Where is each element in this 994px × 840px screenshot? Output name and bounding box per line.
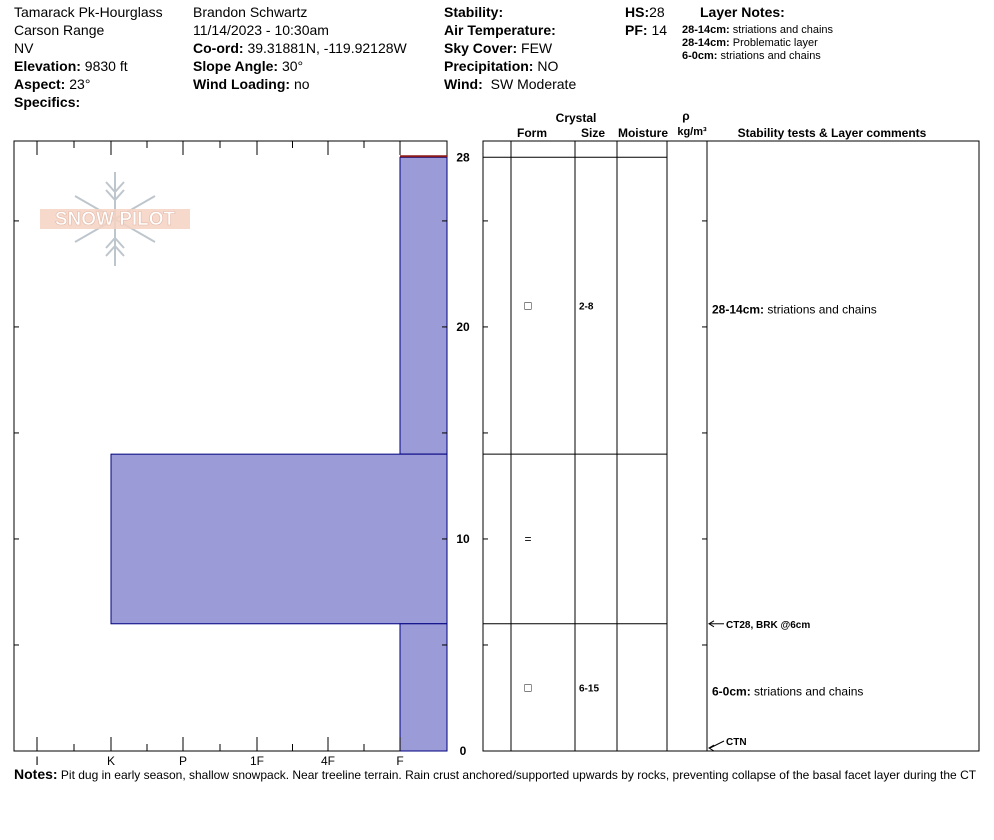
crystal-size: 6-15 [579,683,600,695]
layer-comment [712,684,863,698]
depth-tick-label: 28 [456,150,470,165]
aspect-value: 23° [69,76,91,92]
stability-test-arrow [710,741,724,748]
layer-table [483,141,979,751]
hardness-tick-label: 4F [320,754,336,768]
elevation-value: 9830 ft [84,58,128,74]
layer-comment [712,303,877,317]
header-moisture: Moisture [617,126,669,140]
layer-note: 28-14cm: Problematic layer [682,37,818,49]
hardness-layer-bar [111,454,447,624]
wind-loading-value: no [293,76,310,92]
stability-test-label: CT28, BRK @6cm [726,619,811,631]
range-name: Carson Range [14,22,105,38]
elevation-label: Elevation: [14,58,81,74]
slope-value: 30° [281,58,304,74]
wind-value: SW Moderate [490,76,577,92]
notes-text: Pit dug in early season, shallow snowpack. Near treeline terrain. Rain crust anchored/supported upwards by rocks, preventing collapse of the basal facet layer during the CT [60,768,977,782]
hardness-layer-bar [400,624,447,751]
sky-value: FEW [521,40,553,56]
location-name: Tamarack Pk-Hourglass [14,4,163,20]
coord-label: Co-ord: [193,40,244,56]
air-temp-label: Air Temperature: [444,22,556,38]
aspect-label: Aspect: [14,76,66,92]
header-size: Size [580,126,606,140]
layer-comment-range: 6-0cm: [712,684,755,699]
hs-label: HS: [625,4,650,20]
crystal-form-symbol: □ [524,680,532,695]
state-name: NV [14,40,34,56]
observation-datetime: 11/14/2023 - 10:30am [193,22,329,38]
wind-label: Wind: [444,76,483,92]
wind-loading-label: Wind Loading: [193,76,291,92]
header-comments: Stability tests & Layer comments [737,126,927,140]
depth-tick-label: 10 [456,531,470,546]
layer-comment-range: 28-14cm: [712,302,768,317]
hardness-tick-label: F [396,754,404,768]
crystal-form-symbol: □ [524,298,532,313]
precip-value: NO [537,58,559,74]
observer-name: Brandon Schwartz [193,4,308,20]
depth-tick-label: 20 [456,319,470,334]
layer-comment-text: striations and chains [754,684,864,699]
header-density-unit: kg/m³ [677,126,707,138]
header-crystal: Crystal [555,111,597,125]
logo-text: SNOW PILOT [54,209,176,230]
header-rho: ρ [682,109,690,123]
hs-value: 28 [649,4,665,20]
layer-note: 28-14cm: striations and chains [682,24,834,36]
crystal-size: 2-8 [579,301,594,313]
notes-label: Notes: [14,766,58,782]
layer-notes-title: Layer Notes: [700,4,785,20]
hardness-tick-label: 1F [249,754,265,768]
hardness-tick-label: P [178,754,188,768]
stability-test-label: CTN [726,737,747,748]
stability-label: Stability: [444,4,504,20]
sky-label: Sky Cover: [444,40,518,56]
hardness-layer-bar [400,157,447,454]
specifics-label: Specifics: [14,94,81,110]
hardness-frame [14,141,447,751]
pf-label: PF: [625,22,648,38]
crystal-form-symbol: = [524,531,532,546]
header-form: Form [517,126,547,140]
depth-tick-label: 0 [459,744,467,758]
layer-note: 6-0cm: striations and chains [682,50,821,62]
hardness-tick-label: K [106,754,116,768]
pf-value: 14 [651,22,668,38]
coord-value: 39.31881N, -119.92128W [247,40,407,56]
layer-comment-text: striations and chains [767,302,877,317]
notes-field [14,766,976,782]
precip-label: Precipitation: [444,58,534,74]
hardness-tick-label: I [35,754,39,768]
slope-label: Slope Angle: [193,58,279,74]
arrow-head-icon [709,745,714,751]
